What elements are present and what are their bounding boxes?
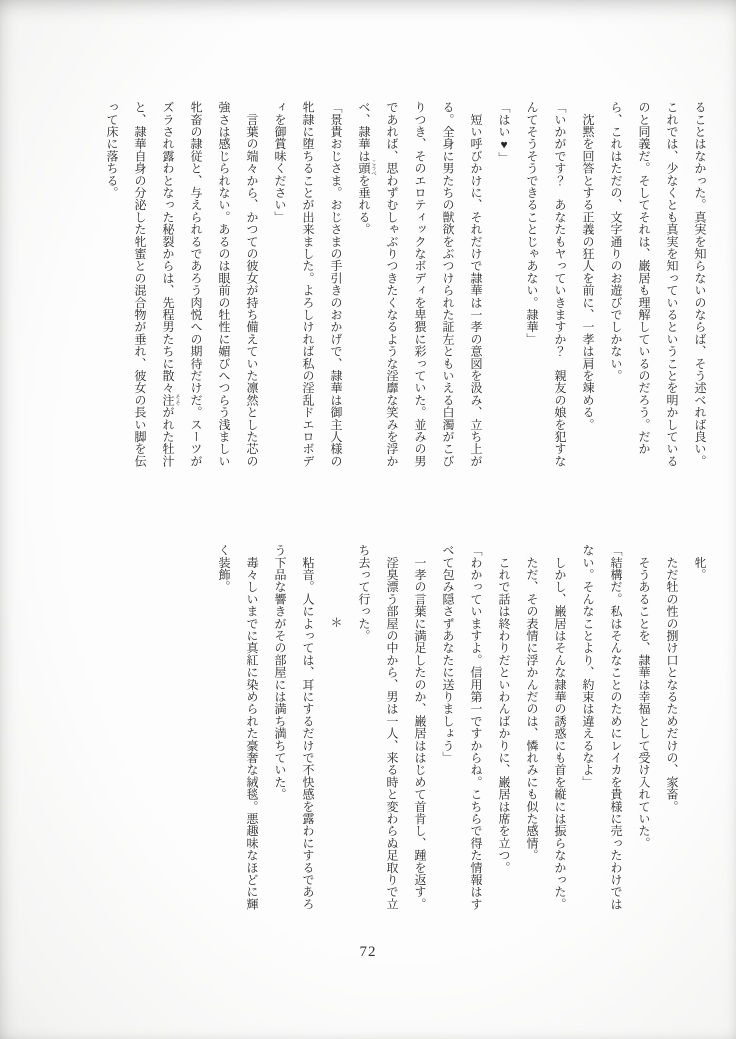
text-block-top — [98, 101, 714, 468]
text-line: 一孝の言葉に満足したのか、巌居ははじめて首肯し、踵を返す。 — [413, 544, 427, 910]
text-line: 「結構だ。私はそんなことのためにレイカを貴様に売ったわけでは — [609, 544, 623, 910]
text-line: 毒々しいまでに真紅に染められた豪奢な絨毯。悪趣味なほどに輝 — [245, 544, 259, 910]
text-line: ただ、その表情に浮かんだのは、憐れみにも似た感情。 — [525, 544, 539, 862]
text-line: 粘音。人によっては、耳にするだけで不快感を露わにするであろ — [301, 544, 315, 910]
text-line: 「景貴おじさま。おじさまの手引きのおかげで、隷華は御主人様の — [329, 101, 343, 467]
text-line: 「いかがです？ あなたもヤっていきますか？ 親友の娘を犯すな — [553, 101, 567, 467]
text-line: う下品な響きがその部屋には満ち満ちていた。 — [273, 544, 287, 801]
text-line: ィを御賞味ください」 — [273, 101, 287, 223]
text-line: べて包み隠さずあなたに送りましょう」 — [441, 544, 455, 764]
text-line: 淫臭漂う部屋の中から、男は一人、来る時と変わらぬ足取りで立 — [385, 544, 399, 910]
text-line: く装飾。 — [217, 544, 231, 593]
text-line: 沈黙を回答とする正義の狂人を前に、一孝は肩を竦める。 — [581, 101, 595, 431]
text-line: って床に落ちる。 — [105, 101, 119, 199]
text-line: であれば、思わずむしゃぶりつきたくなるような淫靡な笑みを浮か — [385, 101, 399, 467]
text-line: 強さは感じられない。あるのは眼前の牡性に媚びへつらう浅ましい — [217, 101, 231, 467]
text-line: 「はい♥」 — [497, 101, 511, 164]
text-line: ただ牡の性の捌け口となるためだけの、家畜。 — [665, 544, 679, 813]
text-line: る。全身に男たちの獣欲をぶつけられた証左ともいえる白濁がこび — [441, 101, 455, 467]
text-line: ズラされ露わとなった秘裂からは、先程男たちに散々注 そそがれた牡汁 — [161, 101, 180, 468]
text-line: 牝。 — [693, 544, 707, 581]
text-line: しかし、巌居はそんな隷華の誘惑にも首を縦には振らなかった。 — [553, 544, 567, 910]
text-line: ることはなかった。真実を知らないのならば、そう述べれば良い。 — [693, 101, 707, 467]
text-line: 牝畜の隷従と、与えられるであろう肉悦への期待だけだ。スーツが — [189, 101, 203, 467]
text-line: そうあることを、隷華は幸福として受け入れていた。 — [637, 544, 651, 849]
text-line: と、隷華自身の分泌した牝蜜との混合物が垂れ、彼女の長い脚を伝 — [133, 101, 147, 467]
text-block-bottom — [210, 544, 714, 908]
text-line: のと同義だ。そしてそれは、巌居も理解しているのだろう。だか — [637, 101, 651, 455]
text-line: べ、隷華は頭 こうべを垂れる。 — [357, 101, 376, 236]
scene-break-separator: ＊ — [329, 616, 343, 629]
text-line: これでは、少なくとも真実を知っているということを明かしている — [665, 101, 679, 467]
text-line: 短い呼びかけに、それだけで隷華は一孝の意図を汲み、立ち上が — [469, 101, 483, 467]
text-line: 「わかっていますよ。信用第一ですからね。こちらで得た情報はす — [469, 544, 483, 910]
text-line: ない。そんなことより、約束は違えるなよ」 — [581, 544, 595, 788]
text-line: 牝隷に堕ちることが出来ました。よろしければ私の淫乱ドエロボデ — [301, 101, 315, 467]
page-number: 72 — [359, 944, 377, 960]
text-line: これで話は終わりだといわんばかりに、巌居は席を立つ。 — [497, 544, 511, 874]
text-line: ち去って行った。 — [357, 544, 371, 642]
text-line: 言葉の端々から、かつての彼女が持ち備えていた凛然とした芯の — [245, 101, 259, 467]
text-line: んてそうそうできることじゃあない。隷華」 — [525, 101, 539, 345]
text-line: りつき、そのエロティックなボディを卑猥に彩っていた。並みの男 — [413, 101, 427, 467]
text-line: ら、これはただの、文字通りのお遊びでしかない。 — [609, 101, 623, 382]
